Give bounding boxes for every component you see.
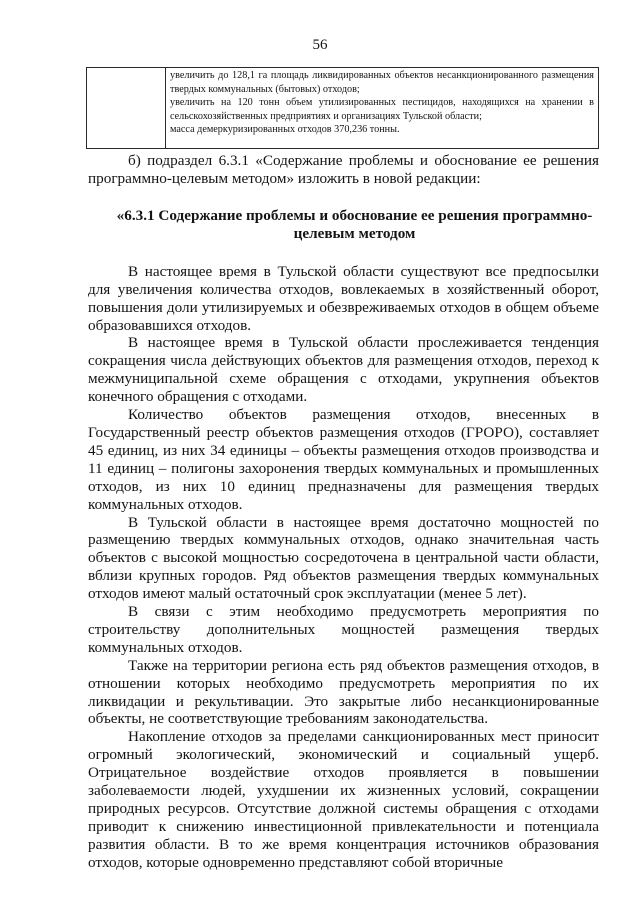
document-body bbox=[88, 152, 599, 872]
table-row bbox=[87, 68, 599, 149]
table-empty-cell bbox=[87, 68, 166, 149]
intro-paragraph: б) подраздел 6.3.1 «Содержание проблемы и обоснование ее решения программно-целевым методом» изложить в новой редакции: bbox=[88, 152, 599, 187]
section-heading: «6.3.1 Содержание проблемы и обоснование ее решения программно-целевым методом bbox=[116, 206, 593, 242]
table-line: увеличить на 120 тонн объем утилизированных пестицидов, находящихся на хранении в сельскохозяйственных предприятиях и организациях Тульской области; bbox=[170, 97, 594, 122]
table-text-cell bbox=[166, 68, 599, 149]
body-paragraph: В настоящее время в Тульской области существуют все предпосылки для увеличения количества отходов, вовлекаемых в хозяйственный оборот, повышения доли утилизируемых и обезвреживаемых отходов в общем объеме образовавшихся отходов. bbox=[88, 262, 599, 334]
body-paragraph: Количество объектов размещения отходов, внесенных в Государственный реестр объектов размещения отходов (ГРОРО), составляет 45 единиц, из них 34 единицы – объекты размещения отходов производства и 11 единиц – полигоны захоронения твердых коммунальных и промышленных отходов, из них 10 единиц предназначены для размещения твердых коммунальных отходов. bbox=[88, 406, 599, 513]
continuation-table bbox=[86, 67, 599, 149]
table-line: масса демеркуризированных отходов 370,236 тонны. bbox=[170, 124, 400, 136]
table-line: увеличить до 128,1 га площадь ликвидированных объектов несанкционированного размещения твердых коммунальных (бытовых) отходов; bbox=[170, 70, 594, 95]
page-number: 56 bbox=[312, 37, 328, 53]
body-paragraph: В связи с этим необходимо предусмотреть мероприятия по строительству дополнительных мощностей размещения твердых коммунальных отходов. bbox=[88, 603, 599, 656]
body-paragraph: В настоящее время в Тульской области прослеживается тенденция сокращения числа действующих объектов для размещения отходов, переход к межмуниципальной схеме обращения с отходами, укрупнения объектов конечного обращения с отходами. bbox=[88, 334, 599, 406]
body-paragraph: Также на территории региона есть ряд объектов размещения отходов, в отношении которых необходимо предусмотреть мероприятия по их ликвидации и рекультивации. Это закрытые либо несанкционированные объекты, не соответствующие требованиям законодательства. bbox=[88, 656, 599, 728]
body-paragraph: Накопление отходов за пределами санкционированных мест приносит огромный экологический, экономический и социальный ущерб. Отрицательное воздействие отходов проявляется в повышении заболеваемости людей, ухудшении их жизненных условий, сокращении природных ресурсов. Отсутствие должной системы обращения с отходами приводит к снижению инвестиционной привлекательности и потенциала развития области. В то же время концентрация источников образования отходов, которые одновременно представляют собой вторичные bbox=[88, 728, 599, 871]
body-paragraph: В Тульской области в настоящее время достаточно мощностей по размещению твердых коммунальных отходов, однако значительная часть объектов с высокой мощностью сосредоточена в центральной части области, вблизи крупных городов. Ряд объектов размещения твердых коммунальных отходов имеют малый остаточный срок эксплуатации (менее 5 лет). bbox=[88, 513, 599, 603]
